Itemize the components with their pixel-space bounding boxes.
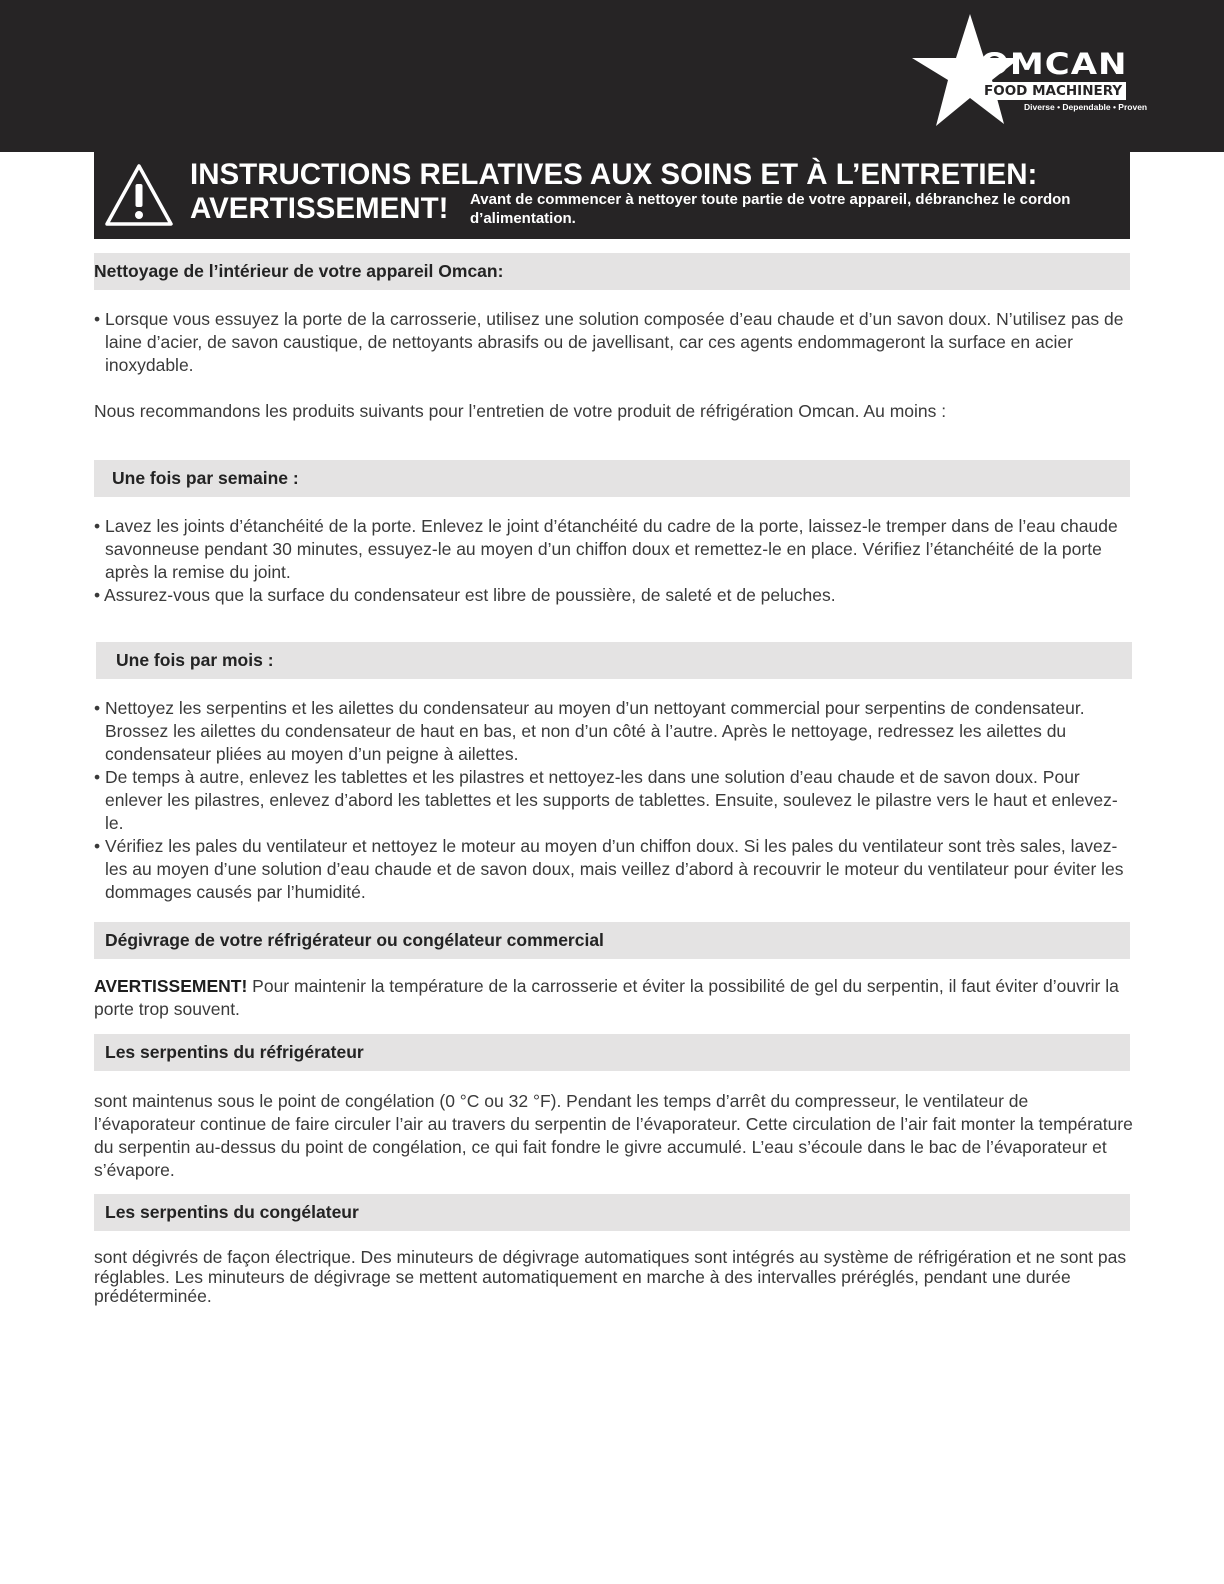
defrost-warning bbox=[94, 975, 1130, 1021]
fridge-coils-text: sont maintenus sous le point de congélation (0 °C ou 32 °F). Pendant les temps d’arrêt du compresseur, le ventilateur de l’évaporateur continue de faire circuler l’air au travers du serpentin de l’évaporateur. Cette circulation de l’air fait monter la température du serpentin au-dessus du point de congélation, ce qui fait fondre le givre accumulé. L’eau s’écoule dans le bac de l’évaporateur et s’évapore. bbox=[94, 1091, 1133, 1180]
list-item: • De temps à autre, enlevez les tablettes et les pilastres et nettoyez-les dans une solution d’eau chaude et de savon doux. Pour enlever les pilastres, enlevez d’abord les tablettes et les supports de tablettes. Ensuite, soulevez le pilastre vers le haut et enlevez-le. bbox=[94, 767, 1118, 833]
defrost-warning-text: Pour maintenir la température de la carrosserie et éviter la possibilité de gel du serpentin, il faut éviter d’ouvrir la porte trop souvent. bbox=[94, 976, 1119, 1019]
warning-text: Avant de commencer à nettoyer toute partie de votre appareil, débranchez le cordon d’alimentation. bbox=[470, 191, 1071, 227]
brand-name: OMCAN bbox=[980, 47, 1128, 82]
warning-banner bbox=[94, 152, 1130, 239]
list-item: • Nettoyez les serpentins et les ailettes du condensateur au moyen d’un nettoyant commercial pour serpentins de condensateur. Brossez les ailettes du condensateur de haut en bas, et non d’un côté à l’autre. Après le nettoyage, redressez les ailettes du condensateur pliées au moyen d’un peigne à ailettes. bbox=[94, 698, 1085, 764]
section-heading-interior: Nettoyage de l’intérieur de votre appareil Omcan: bbox=[94, 253, 1130, 290]
freezer-coils-text: sont dégivrés de façon électrique. Des minuteurs de dégivrage automatiques sont intégrés au système de réfrigération et ne sont pas réglables. Les minuteurs de dégivrage se mettent automatiquement en marche à des intervalles préréglés, pendant une durée prédéterminée. bbox=[94, 1247, 1127, 1306]
list-item: • Lavez les joints d’étanchéité de la porte. Enlevez le joint d’étanchéité du cadre de la porte, laissez-le tremper dans de l’eau chaude savonneuse pendant 30 minutes, essuyez-le au moyen d’un chiffon doux et remettez-le en place. Vérifiez l’étanchéité de la porte après la remise du joint. bbox=[94, 516, 1118, 582]
interior-body bbox=[94, 308, 1130, 377]
warning-title: INSTRUCTIONS RELATIVES AUX SOINS ET À L’ENTRETIEN: bbox=[190, 158, 1038, 191]
weekly-body bbox=[94, 515, 1134, 607]
monthly-body bbox=[94, 697, 1130, 904]
brand-tagline: Diverse • Dependable • Proven bbox=[1024, 102, 1148, 112]
recommend-text: Nous recommandons les produits suivants pour l’entretien de votre produit de réfrigération Omcan. Au moins : bbox=[94, 401, 947, 421]
brand-logo bbox=[912, 14, 1152, 132]
brand-subtitle: FOOD MACHINERY bbox=[980, 82, 1126, 100]
section-heading-defrost: Dégivrage de votre réfrigérateur ou congélateur commercial bbox=[94, 922, 1130, 959]
warning-label: AVERTISSEMENT! bbox=[190, 192, 449, 225]
defrost-warning-label: AVERTISSEMENT! bbox=[94, 976, 248, 996]
section-heading-freezer-coils: Les serpentins du congélateur bbox=[94, 1194, 1130, 1231]
section-heading-weekly: Une fois par semaine : bbox=[94, 460, 1130, 497]
section-heading-fridge-coils: Les serpentins du réfrigérateur bbox=[94, 1034, 1130, 1071]
section-heading-monthly: Une fois par mois : bbox=[96, 642, 1132, 679]
list-item: • Assurez-vous que la surface du condensateur est libre de poussière, de saleté et de peluches. bbox=[94, 585, 836, 605]
list-item: • Vérifiez les pales du ventilateur et nettoyez le moteur au moyen d’un chiffon doux. Si les pales du ventilateur sont très sales, lavez-les au moyen d’une solution d’eau chaude et de savon doux, mais veillez d’abord à recouvrir le moteur du ventilateur pour éviter les dommages causés par l’humidité. bbox=[94, 836, 1124, 902]
list-item: • Lorsque vous essuyez la porte de la carrosserie, utilisez une solution composée d’eau chaude et d’un savon doux. N’utilisez pas de laine d’acier, de savon caustique, de nettoyants abrasifs ou de javellisant, car ces agents endommageront la surface en acier inoxydable. bbox=[94, 309, 1124, 375]
warning-triangle-icon bbox=[104, 162, 174, 228]
